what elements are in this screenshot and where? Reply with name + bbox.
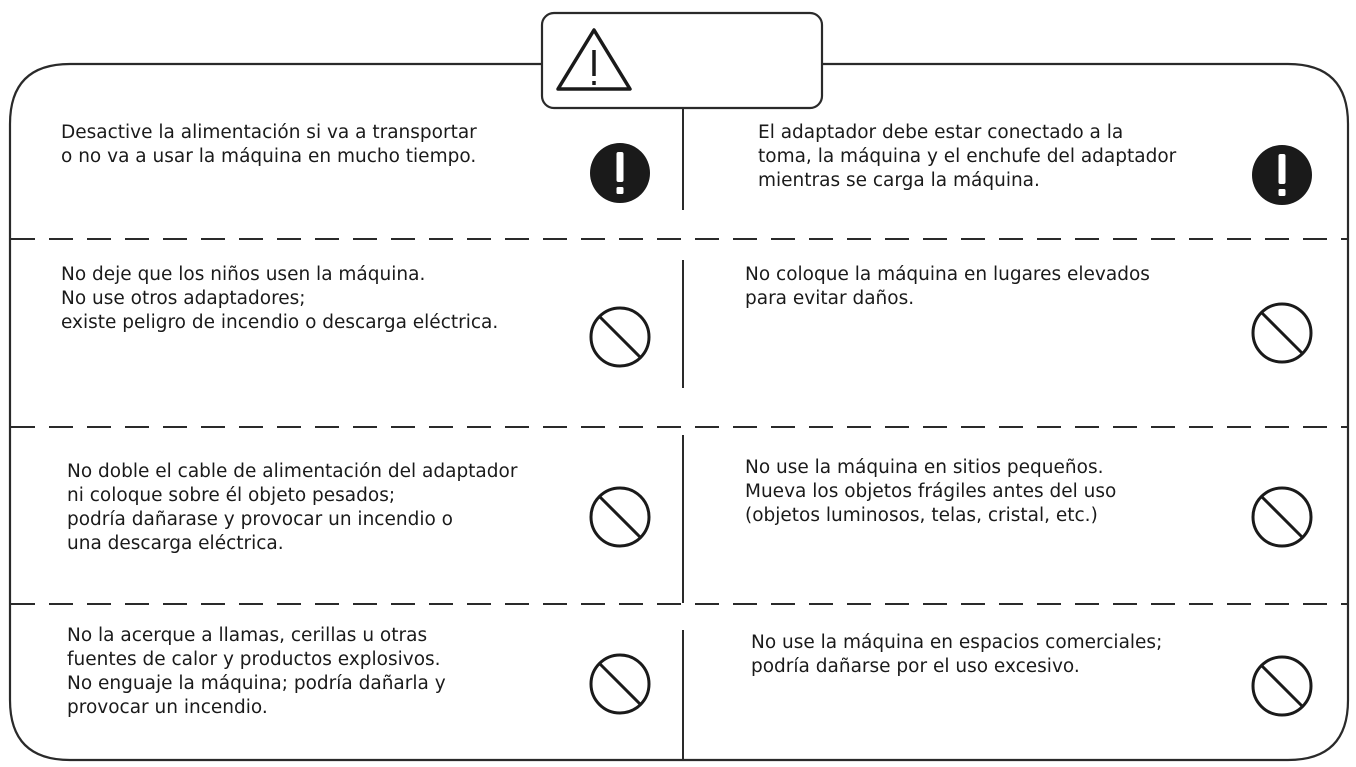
prohibited-icon xyxy=(586,483,654,551)
prohibited-icon xyxy=(1248,483,1316,551)
row-3-left-text: No doble el cable de alimentación del adaptador ni coloque sobre él objeto pesados; podría dañarase y provocar un incendio o una descarga eléctrica. xyxy=(67,461,518,554)
prohibited-icon xyxy=(1248,652,1316,720)
row-2-right-text: No coloque la máquina en lugares elevados para evitar daños. xyxy=(745,264,1150,309)
header-tab xyxy=(542,13,822,108)
row-2-left-text: No deje que los niños usen la máquina. No use otros adaptadores; existe peligro de incendio o descarga eléctrica. xyxy=(61,264,499,333)
row-3-right-text: No use la máquina en sitios pequeños. Mueva los objetos frágiles antes del uso (objetos luminosos, telas, cristal, etc.) xyxy=(745,457,1117,526)
prohibited-icon xyxy=(586,303,654,371)
row-1-left-text: Desactive la alimentación si va a transportar o no va a usar la máquina en mucho tiempo. xyxy=(61,122,477,167)
row-1-right-text: El adaptador debe estar conectado a la toma, la máquina y el enchufe del adaptador mientras se carga la máquina. xyxy=(758,122,1177,191)
mandatory-exclamation-icon xyxy=(586,139,654,207)
prohibited-icon xyxy=(1248,299,1316,367)
row-4-left-text: No la acerque a llamas, cerillas u otras fuentes de calor y productos explosivos. No enguaje la máquina; podría dañarla y provocar un incendio. xyxy=(67,625,446,718)
prohibited-icon xyxy=(586,650,654,718)
row-4-right-text: No use la máquina en espacios comerciales; podría dañarse por el uso excesivo. xyxy=(751,632,1163,677)
mandatory-exclamation-icon xyxy=(1248,141,1316,209)
